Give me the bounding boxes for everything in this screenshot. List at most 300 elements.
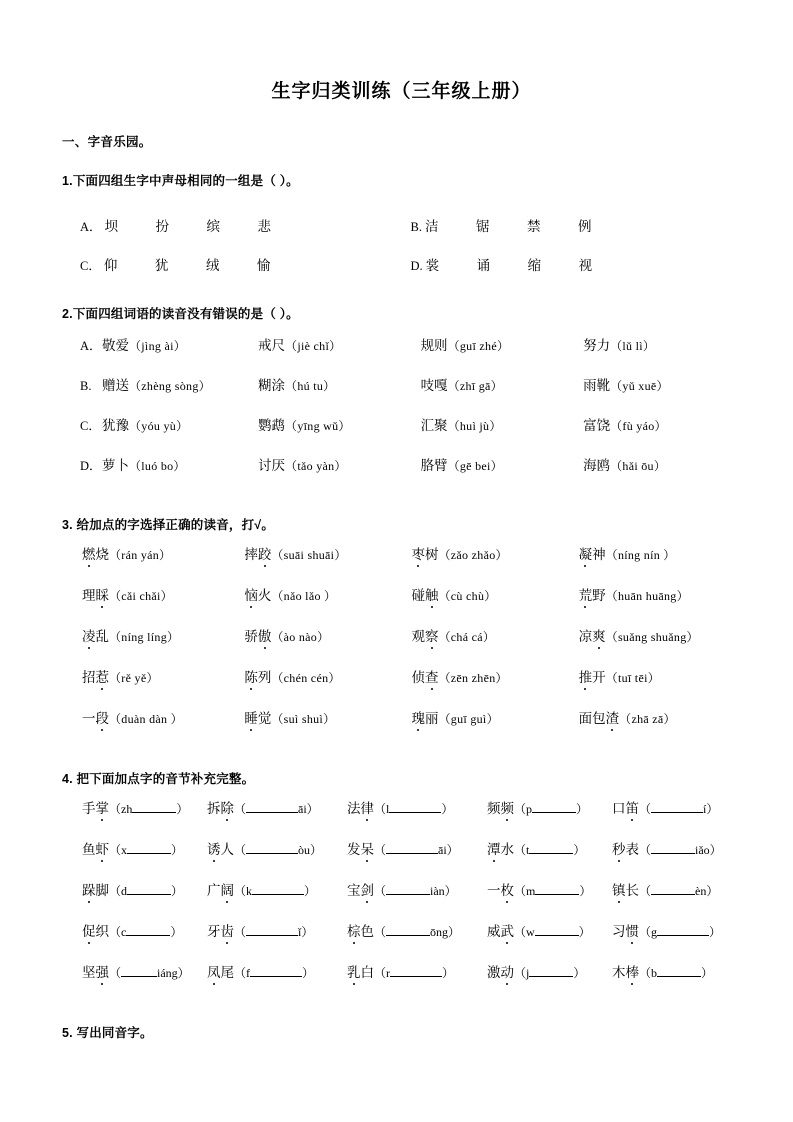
word-entry — [102, 454, 258, 474]
page-title: 生字归类训练（三年级上册） — [271, 81, 532, 102]
item-row — [62, 543, 741, 584]
item-row — [62, 584, 741, 625]
syllable-fill-item[interactable] — [612, 920, 737, 940]
item-row — [62, 707, 741, 748]
syllable-fill-item[interactable] — [487, 797, 612, 817]
word: 雨靴 — [583, 378, 611, 393]
answer-blank[interactable] — [535, 924, 579, 936]
question-2-heading: 2.下面四组词语的读音没有错误的是（ ）。 — [62, 307, 299, 321]
tail-pinyin: ） — [701, 966, 714, 980]
option-c-label: C． — [80, 258, 101, 273]
word: 规则 — [420, 338, 448, 353]
word-prefix: 广 — [207, 883, 221, 898]
word-entry — [102, 334, 258, 354]
option-a[interactable] — [62, 215, 411, 235]
word: 努力 — [583, 338, 611, 353]
item-row — [62, 625, 741, 666]
answer-blank[interactable] — [390, 965, 442, 977]
syllable-fill-item[interactable] — [207, 961, 347, 981]
answer-blank[interactable] — [246, 924, 298, 936]
pinyin-options: （zǎo zhǎo） — [438, 548, 508, 562]
word: 敬爱 — [102, 338, 129, 353]
row-label: B. — [80, 379, 92, 393]
answer-blank[interactable] — [651, 883, 695, 895]
word-suffix: 人 — [220, 842, 234, 857]
lead-pinyin: （ — [374, 843, 387, 857]
lead-pinyin: （ — [374, 884, 387, 898]
answer-blank[interactable] — [657, 924, 709, 936]
word-prefix: 习 — [612, 924, 626, 939]
tail-pinyin: ） — [171, 884, 184, 898]
pinyin-choice-item[interactable] — [244, 625, 411, 645]
word-prefix: 木 — [612, 965, 626, 980]
syllable-fill-item[interactable] — [487, 879, 612, 899]
pinyin: （lǔ lì） — [610, 339, 656, 353]
answer-blank[interactable] — [386, 883, 430, 895]
tail-pinyin: í） — [703, 802, 719, 816]
pinyin-choice-item[interactable] — [82, 584, 244, 604]
word-prefix: 口 — [612, 801, 626, 816]
pinyin-choice-item[interactable] — [244, 707, 411, 727]
answer-blank[interactable] — [386, 924, 430, 936]
syllable-fill-item[interactable] — [207, 920, 347, 940]
syllable-fill-item[interactable] — [612, 838, 737, 858]
char: 犹 — [154, 257, 169, 273]
word-prefix: 碰 — [411, 588, 425, 603]
char: 绒 — [205, 257, 220, 273]
word-entry — [258, 334, 421, 354]
item-row — [62, 879, 741, 920]
word-suffix: 觉 — [257, 711, 272, 726]
lead-pinyin: （ — [639, 843, 652, 857]
dotted-char: 强 — [96, 961, 110, 981]
question-1-heading: 1.下面四组生字中声母相同的一组是（ ）。 — [62, 174, 299, 188]
option-d-label: D. — [410, 258, 423, 273]
tail-pinyin: āi） — [298, 802, 319, 816]
tail-pinyin: ） — [576, 802, 589, 816]
pinyin-options: （nǎo lǎo ） — [271, 589, 337, 603]
tail-pinyin: ） — [573, 843, 586, 857]
answer-blank[interactable] — [246, 801, 298, 813]
pinyin-options: （zēn zhēn） — [438, 671, 508, 685]
word-entry — [583, 454, 741, 474]
dotted-char: 惹 — [96, 666, 110, 686]
answer-blank[interactable] — [246, 842, 298, 854]
question-5-heading: 5. 写出同音字。 — [62, 1026, 153, 1040]
item-row — [62, 838, 741, 879]
pinyin: （hǎi ōu） — [610, 459, 667, 473]
pinyin-options: （níng líng） — [109, 630, 180, 644]
lead-pinyin: （l — [374, 802, 390, 816]
char: 缤 — [206, 218, 221, 234]
pinyin-choice-item[interactable] — [579, 584, 741, 604]
word-prefix: 牙 — [207, 924, 221, 939]
answer-blank[interactable] — [529, 965, 573, 977]
word: 讨厌 — [258, 458, 286, 473]
dotted-char: 枚 — [501, 879, 515, 899]
lead-pinyin: （r — [374, 966, 390, 980]
lead-pinyin: （m — [514, 884, 536, 898]
syllable-fill-item[interactable] — [347, 879, 487, 899]
tail-pinyin: ） — [302, 966, 315, 980]
word-entry — [258, 454, 421, 474]
pinyin-choice-item[interactable] — [412, 625, 579, 645]
dotted-char: 跺 — [82, 879, 96, 899]
lead-pinyin: （g — [639, 925, 658, 939]
word-suffix: 表 — [625, 842, 639, 857]
dotted-char: 律 — [361, 797, 375, 817]
syllable-fill-item[interactable] — [82, 797, 207, 817]
pinyin-choice-item[interactable] — [244, 584, 411, 604]
word-prefix: 理 — [82, 588, 96, 603]
dotted-char: 齿 — [221, 920, 235, 940]
question-4-items — [62, 797, 741, 1002]
syllable-fill-item[interactable] — [207, 879, 347, 899]
pinyin-choice-item[interactable] — [82, 543, 244, 563]
dotted-char: 乳 — [347, 961, 361, 981]
dotted-char: 触 — [425, 584, 439, 604]
lead-pinyin: （ — [234, 925, 247, 939]
pinyin-choice-item[interactable] — [579, 666, 741, 686]
dotted-char: 剑 — [361, 879, 375, 899]
pinyin: （zhèng sòng） — [129, 379, 211, 393]
answer-blank[interactable] — [535, 883, 579, 895]
lead-pinyin: （ — [109, 966, 122, 980]
word-entry — [102, 374, 258, 394]
lead-pinyin: （c — [109, 925, 127, 939]
word-prefix: 发 — [347, 842, 361, 857]
lead-pinyin: （b — [639, 966, 658, 980]
option-row — [62, 244, 741, 283]
tail-pinyin: ） — [579, 884, 592, 898]
word-suffix: 烧 — [95, 547, 109, 562]
dotted-char: 除 — [221, 797, 235, 817]
lead-pinyin: （ — [639, 802, 652, 816]
question-2-options — [62, 334, 741, 494]
char: 缩 — [527, 257, 542, 273]
option-b-chars — [425, 215, 629, 235]
tail-pinyin: èn） — [695, 884, 719, 898]
pinyin-choice-item[interactable] — [412, 584, 579, 604]
answer-blank[interactable] — [651, 842, 695, 854]
pinyin: （yóu yù） — [129, 419, 189, 433]
word-entry — [258, 374, 421, 394]
item-row — [62, 920, 741, 961]
lead-pinyin: （f — [234, 966, 250, 980]
row-label: D． — [80, 459, 102, 473]
pinyin: （yǔ xuē） — [610, 379, 669, 393]
option-d-chars — [426, 254, 630, 274]
answer-blank[interactable] — [127, 842, 171, 854]
word-suffix: 野 — [592, 588, 606, 603]
syllable-fill-item[interactable] — [82, 961, 207, 981]
tail-pinyin: iàn） — [430, 884, 457, 898]
dotted-char: 爽 — [592, 625, 606, 645]
syllable-fill-item[interactable] — [82, 920, 207, 940]
row-label: A． — [80, 339, 102, 353]
tail-pinyin: ） — [441, 802, 454, 816]
pinyin-options: （suì shuì） — [271, 712, 336, 726]
dotted-char: 笛 — [626, 797, 640, 817]
char: 坝 — [104, 218, 119, 234]
syllable-fill-item[interactable] — [347, 961, 487, 981]
pinyin: （zhī gā） — [447, 379, 503, 393]
char: 洁 — [424, 218, 439, 234]
lead-pinyin: （d — [109, 884, 128, 898]
tail-pinyin: iáng） — [157, 966, 190, 980]
pinyin-options: （duàn dàn ） — [109, 712, 183, 726]
item-row — [62, 666, 741, 707]
option-row-d[interactable] — [62, 454, 741, 494]
word-suffix: 色 — [360, 924, 374, 939]
pinyin-options: （níng nín ） — [605, 548, 676, 562]
syllable-fill-item[interactable] — [207, 797, 347, 817]
word-entry — [102, 414, 258, 434]
pinyin-options: （cǎi chǎi） — [109, 589, 173, 603]
word: 萝卜 — [102, 458, 129, 473]
dotted-char: 凤 — [207, 961, 221, 981]
pinyin-options: （chá cá） — [438, 630, 496, 644]
word-suffix: 织 — [95, 924, 109, 939]
lead-pinyin: （k — [234, 884, 253, 898]
syllable-fill-item[interactable] — [347, 797, 487, 817]
syllable-fill-item[interactable] — [487, 920, 612, 940]
tail-pinyin: ） — [304, 884, 317, 898]
word-prefix: 法 — [347, 801, 361, 816]
word-prefix: 侦 — [411, 670, 425, 685]
answer-blank[interactable] — [386, 842, 438, 854]
dotted-char: 恼 — [244, 584, 258, 604]
tail-pinyin: ǐ） — [298, 925, 314, 939]
word-prefix: 摔 — [244, 547, 258, 562]
dotted-char: 诱 — [207, 838, 221, 858]
option-b-label: B. — [410, 219, 422, 234]
word-entry — [421, 454, 584, 474]
dotted-char: 棕 — [347, 920, 361, 940]
dotted-char: 睡 — [244, 707, 258, 727]
char: 诵 — [476, 257, 491, 273]
word-entry — [421, 334, 584, 354]
syllable-fill-item[interactable] — [612, 961, 737, 981]
dotted-char: 武 — [501, 920, 515, 940]
dotted-char: 惯 — [626, 920, 640, 940]
word-prefix: 宝 — [347, 883, 361, 898]
answer-blank[interactable] — [389, 801, 441, 813]
tail-pinyin: òu） — [298, 843, 323, 857]
answer-blank[interactable] — [651, 801, 703, 813]
dotted-char: 燃 — [82, 543, 96, 563]
pinyin: （yīng wǔ） — [285, 419, 351, 433]
lead-pinyin: （ — [374, 925, 387, 939]
syllable-fill-item[interactable] — [487, 838, 612, 858]
char: 锯 — [475, 218, 490, 234]
syllable-fill-item[interactable] — [82, 838, 207, 858]
pinyin: （hú tu） — [285, 379, 336, 393]
word-suffix: 列 — [257, 670, 272, 685]
question-3-heading: 3. 给加点的字选择正确的读音，打√。 — [62, 518, 275, 532]
tail-pinyin: ōng） — [430, 925, 461, 939]
pinyin: （jiè chǐ） — [285, 339, 342, 353]
word: 戒尺 — [258, 338, 286, 353]
word: 富饶 — [583, 418, 611, 433]
word-entry — [583, 374, 741, 394]
pinyin-choice-item[interactable] — [244, 666, 411, 686]
word-prefix: 鱼 — [82, 842, 96, 857]
dotted-char: 跤 — [258, 543, 272, 563]
dotted-char: 推 — [579, 666, 593, 686]
answer-blank[interactable] — [127, 883, 171, 895]
tail-pinyin: ） — [171, 843, 184, 857]
lead-pinyin: （w — [514, 925, 535, 939]
answer-blank[interactable] — [132, 801, 176, 813]
word: 胳臂 — [420, 458, 448, 473]
option-row-b[interactable] — [62, 374, 741, 414]
word-prefix: 观 — [411, 629, 425, 644]
dotted-char: 虾 — [96, 838, 110, 858]
word-prefix: 频 — [487, 801, 501, 816]
tail-pinyin: ） — [573, 966, 586, 980]
dotted-char: 阔 — [221, 879, 235, 899]
option-row-a[interactable] — [62, 334, 741, 374]
row-label: C． — [80, 419, 101, 433]
pinyin-options: （guī guì） — [438, 712, 499, 726]
syllable-fill-item[interactable] — [612, 797, 737, 817]
dotted-char: 秒 — [612, 838, 626, 858]
word-prefix: 手 — [82, 801, 96, 816]
answer-blank[interactable] — [121, 965, 157, 977]
dotted-char: 促 — [82, 920, 96, 940]
question-4-heading: 4. 把下面加点字的音节补充完整。 — [62, 772, 255, 786]
tail-pinyin: āi） — [438, 843, 459, 857]
word-entry — [583, 334, 741, 354]
char: 仰 — [103, 257, 118, 273]
word: 赠送 — [102, 378, 129, 393]
question-1-options — [62, 205, 741, 283]
char: 悲 — [257, 218, 272, 234]
dotted-char: 频 — [501, 797, 515, 817]
pinyin-choice-item[interactable] — [412, 666, 579, 686]
syllable-fill-item[interactable] — [347, 920, 487, 940]
syllable-fill-item[interactable] — [82, 879, 207, 899]
dotted-char: 荒 — [579, 584, 593, 604]
dotted-char: 瑰 — [412, 707, 426, 727]
lead-pinyin: （ — [234, 802, 247, 816]
syllable-fill-item[interactable] — [207, 838, 347, 858]
char: 愉 — [256, 257, 271, 273]
word-prefix: 凉 — [578, 629, 593, 644]
pinyin: （guī zhé） — [447, 339, 510, 353]
pinyin-choice-item[interactable] — [579, 625, 741, 645]
lead-pinyin: （j — [514, 966, 530, 980]
word-suffix: 神 — [592, 547, 606, 562]
syllable-fill-item[interactable] — [487, 961, 612, 981]
section-heading-1: 一、字音乐园。 — [62, 135, 152, 149]
pinyin-choice-item[interactable] — [579, 707, 741, 727]
dotted-char: 傲 — [258, 625, 272, 645]
dotted-char: 陈 — [244, 666, 258, 686]
pinyin-options: （suǎng shuǎng） — [605, 630, 699, 644]
option-c[interactable] — [62, 254, 411, 274]
pinyin-choice-item[interactable] — [579, 543, 741, 563]
pinyin-options: （zhā zā） — [619, 712, 676, 726]
tail-pinyin: ） — [578, 925, 591, 939]
pinyin-choice-item[interactable] — [412, 707, 579, 727]
lead-pinyin: （zh — [109, 802, 133, 816]
char: 视 — [578, 257, 593, 273]
pinyin-options: （suāi shuāi） — [271, 548, 347, 562]
answer-blank[interactable] — [529, 842, 573, 854]
option-b[interactable] — [411, 215, 742, 235]
dotted-char: 凌 — [82, 625, 96, 645]
word-entry — [583, 414, 741, 434]
word: 海鸥 — [583, 458, 611, 473]
pinyin-options: （rě yě） — [109, 671, 159, 685]
option-row-c[interactable] — [62, 414, 741, 454]
dotted-char: 棒 — [626, 961, 640, 981]
pinyin-options: （chén cén） — [271, 671, 341, 685]
word-prefix: 拆 — [207, 801, 221, 816]
syllable-fill-item[interactable] — [612, 879, 737, 899]
word-prefix: 激 — [487, 965, 501, 980]
word-suffix: 长 — [625, 883, 639, 898]
pinyin-choice-item[interactable] — [82, 666, 244, 686]
dotted-char: 段 — [96, 707, 110, 727]
pinyin: （gē bei） — [447, 459, 503, 473]
pinyin-options: （cù chù） — [438, 589, 497, 603]
char: 扮 — [155, 218, 170, 234]
answer-blank[interactable] — [252, 883, 304, 895]
option-a-label: A． — [80, 219, 102, 234]
question-3-items — [62, 543, 741, 748]
word-suffix: 开 — [592, 670, 606, 685]
pinyin-options: （ào nào） — [271, 630, 330, 644]
answer-blank[interactable] — [126, 924, 170, 936]
syllable-fill-item[interactable] — [347, 838, 487, 858]
word: 汇聚 — [420, 418, 448, 433]
dotted-char: 睬 — [96, 584, 110, 604]
word-suffix: 树 — [425, 547, 439, 562]
pinyin-choice-item[interactable] — [82, 625, 244, 645]
word-prefix: 面包 — [578, 711, 606, 726]
answer-blank[interactable] — [250, 965, 302, 977]
answer-blank[interactable] — [657, 965, 701, 977]
word-entry — [258, 414, 421, 434]
word-suffix: 乱 — [95, 629, 109, 644]
lead-pinyin: （ — [234, 843, 247, 857]
pinyin-choice-item[interactable] — [82, 707, 244, 727]
pinyin-choice-item[interactable] — [412, 543, 579, 563]
word: 鹦鹉 — [258, 418, 286, 433]
word-entry — [421, 374, 584, 394]
item-row — [62, 797, 741, 838]
word-prefix: 一 — [487, 883, 501, 898]
word-suffix: 脚 — [95, 883, 109, 898]
dotted-char: 查 — [425, 666, 439, 686]
lead-pinyin: （t — [514, 843, 530, 857]
dotted-char: 潭 — [487, 838, 501, 858]
word-prefix: 一 — [82, 711, 96, 726]
tail-pinyin: ） — [176, 802, 189, 816]
dotted-char: 掌 — [96, 797, 110, 817]
option-row — [62, 205, 741, 244]
lead-pinyin: （p — [514, 802, 533, 816]
word-prefix: 骄 — [244, 629, 258, 644]
pinyin-choice-item[interactable] — [244, 543, 411, 563]
option-d[interactable] — [411, 254, 742, 274]
tail-pinyin: ） — [442, 966, 455, 980]
answer-blank[interactable] — [532, 801, 576, 813]
pinyin: （huì jù） — [447, 419, 502, 433]
